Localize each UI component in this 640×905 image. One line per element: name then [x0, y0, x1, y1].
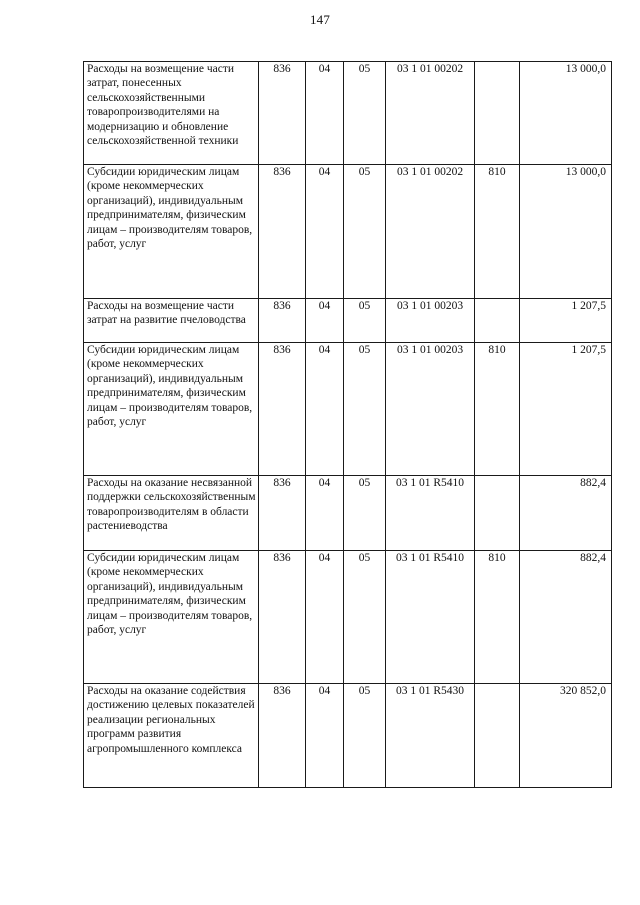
- section-cell: [306, 476, 344, 551]
- table-row: [84, 551, 612, 684]
- target-article: 03 1 01 R5430: [395, 685, 465, 697]
- table-row: [84, 165, 612, 299]
- ministry-code: 836: [273, 166, 291, 178]
- expense-type-cell: [475, 165, 520, 299]
- subsection-cell: [344, 684, 386, 788]
- ministry-code: 836: [273, 300, 291, 312]
- target-article: 03 1 01 00203: [396, 300, 464, 312]
- section-cell: [306, 62, 344, 165]
- section-code: 04: [318, 166, 331, 178]
- amount-cell: [520, 684, 612, 788]
- target-article: 03 1 01 R5410: [395, 552, 465, 564]
- ministry-cell: [259, 343, 306, 476]
- row-name: Субсидии юридическим лицам (кроме некоммерческих организаций), индивидуальным предпринимателям, физическим лицам – производителям товаров, работ, услуг: [87, 552, 253, 637]
- section-code: 04: [318, 344, 331, 356]
- subsection-code: 05: [358, 300, 371, 312]
- subsection-cell: [344, 343, 386, 476]
- page-number: 147: [309, 12, 331, 27]
- amount-cell: [520, 476, 612, 551]
- target-article-cell: [386, 165, 475, 299]
- expense-type: 810: [488, 166, 506, 178]
- subsection-cell: [344, 551, 386, 684]
- target-article-cell: [386, 551, 475, 684]
- table-row: [84, 343, 612, 476]
- section-code: 04: [318, 685, 331, 697]
- subsection-code: 05: [358, 685, 371, 697]
- row-name: Субсидии юридическим лицам (кроме некоммерческих организаций), индивидуальным предпринимателям, физическим лицам – производителям товаров, работ, услуг: [87, 166, 253, 251]
- target-article: 03 1 01 R5410: [395, 477, 465, 489]
- row-name-cell: [84, 684, 259, 788]
- amount: 320 852,0: [560, 685, 606, 697]
- table-row: [84, 684, 612, 788]
- row-name: Расходы на оказание содействия достижению целевых показателей реализации региональных программ развития агропромышленного комплекса: [87, 685, 255, 755]
- amount: 13 000,0: [565, 166, 606, 178]
- ministry-cell: [259, 476, 306, 551]
- row-name: Расходы на возмещение части затрат на развитие пчеловодства: [87, 300, 246, 327]
- ministry-code: 836: [273, 685, 291, 697]
- expense-type-cell: [475, 343, 520, 476]
- expense-type-cell: [475, 684, 520, 788]
- amount: 882,4: [580, 477, 606, 489]
- subsection-code: 05: [358, 63, 371, 75]
- amount-cell: [520, 62, 612, 165]
- ministry-cell: [259, 165, 306, 299]
- ministry-code: 836: [273, 552, 291, 564]
- section-cell: [306, 684, 344, 788]
- target-article-cell: [386, 343, 475, 476]
- target-article: 03 1 01 00203: [396, 344, 464, 356]
- budget-table: [83, 61, 612, 788]
- amount-cell: [520, 343, 612, 476]
- expense-type-cell: [475, 299, 520, 343]
- target-article: 03 1 01 00202: [396, 63, 464, 75]
- section-cell: [306, 299, 344, 343]
- row-name-cell: [84, 62, 259, 165]
- ministry-cell: [259, 299, 306, 343]
- amount-cell: [520, 299, 612, 343]
- section-cell: [306, 343, 344, 476]
- ministry-cell: [259, 684, 306, 788]
- section-code: 04: [318, 300, 331, 312]
- ministry-code: 836: [273, 344, 291, 356]
- expense-type-cell: [475, 476, 520, 551]
- amount-cell: [520, 165, 612, 299]
- subsection-cell: [344, 299, 386, 343]
- row-name: Субсидии юридическим лицам (кроме некоммерческих организаций), индивидуальным предпринимателям, физическим лицам – производителям товаров, работ, услуг: [87, 344, 253, 429]
- expense-type: 810: [488, 552, 506, 564]
- subsection-code: 05: [358, 477, 371, 489]
- amount: 1 207,5: [571, 344, 606, 356]
- ministry-cell: [259, 62, 306, 165]
- target-article-cell: [386, 684, 475, 788]
- section-code: 04: [318, 63, 331, 75]
- target-article-cell: [386, 476, 475, 551]
- row-name-cell: [84, 476, 259, 551]
- table-row: [84, 476, 612, 551]
- amount: 13 000,0: [565, 63, 606, 75]
- expense-type-cell: [475, 62, 520, 165]
- subsection-code: 05: [358, 344, 371, 356]
- target-article: 03 1 01 00202: [396, 166, 464, 178]
- ministry-code: 836: [273, 477, 291, 489]
- row-name-cell: [84, 165, 259, 299]
- row-name-cell: [84, 343, 259, 476]
- expense-type-cell: [475, 551, 520, 684]
- row-name-cell: [84, 299, 259, 343]
- subsection-cell: [344, 476, 386, 551]
- amount-cell: [520, 551, 612, 684]
- section-cell: [306, 551, 344, 684]
- ministry-cell: [259, 551, 306, 684]
- row-name-cell: [84, 551, 259, 684]
- row-name: Расходы на возмещение части затрат, понесенных сельскохозяйственными товаропроизводителями на модернизацию и обновление сельскохозяйственной техники: [87, 63, 239, 148]
- section-code: 04: [318, 552, 331, 564]
- amount: 882,4: [580, 552, 606, 564]
- row-name: Расходы на оказание несвязанной поддержки сельскохозяйственным товаропроизводителям в области растениеводства: [87, 477, 256, 533]
- amount: 1 207,5: [571, 300, 606, 312]
- target-article-cell: [386, 62, 475, 165]
- target-article-cell: [386, 299, 475, 343]
- section-cell: [306, 165, 344, 299]
- subsection-code: 05: [358, 166, 371, 178]
- subsection-cell: [344, 62, 386, 165]
- subsection-cell: [344, 165, 386, 299]
- table-row: [84, 299, 612, 343]
- section-code: 04: [318, 477, 331, 489]
- subsection-code: 05: [358, 552, 371, 564]
- table-row: [84, 62, 612, 165]
- ministry-code: 836: [273, 63, 291, 75]
- expense-type: 810: [488, 344, 506, 356]
